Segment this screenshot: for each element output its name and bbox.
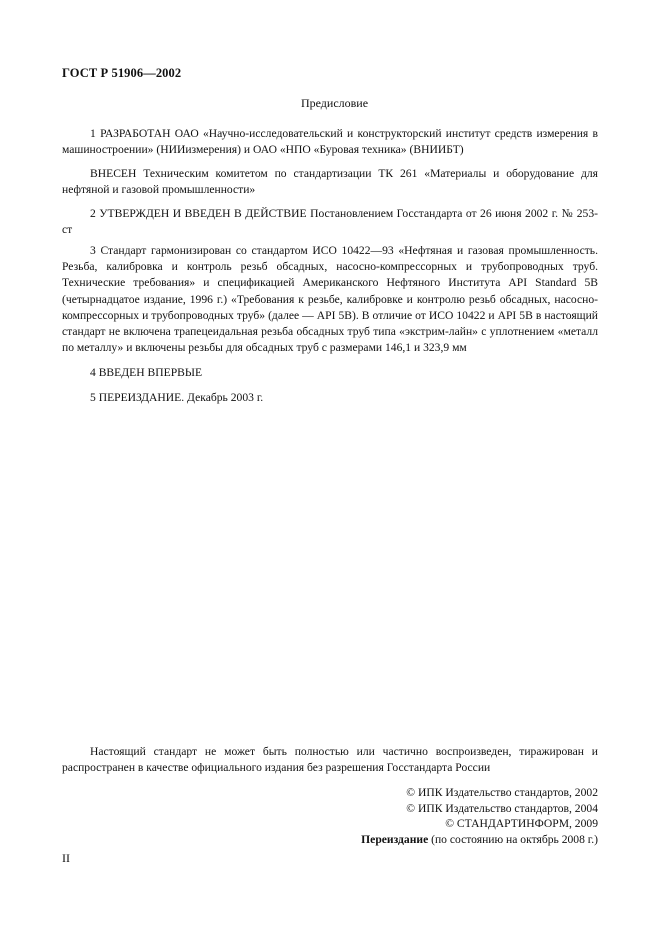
copyright-block	[361, 785, 598, 847]
reproduction-notice: Настоящий стандарт не может быть полностью или частично воспроизведен, тиражирован и распространен в качестве официального издания без разрешения Госстандарта России	[62, 745, 598, 775]
reissue-line	[361, 832, 598, 848]
paragraph-harmonized: 3 Стандарт гармонизирован со стандартом ИСО 10422—93 «Нефтяная и газовая промышленность. Резьба, калибровка и контроль резьб обсадных, насосно-компрессорных и трубопроводных труб. Технические требования» и спецификацией Американского Нефтяного Института API Standard 5B (четырнадцатое издание, 1996 г.) «Требования к резьбе, калибровке и контролю резьб обсадных, насосно-компрессорных и трубопроводных труб» (далее — API 5B). В отличие от ИСО 10422 и API 5B в настоящий стандарт не включена трапецеидальная резьба обсадных труб типа «экстрим-лайн» с уплотнением «металл по металлу» и включены резьбы для обсадных труб с размерами 146,1 и 323,9 мм	[62, 244, 598, 355]
copyright-line: © СТАНДАРТИНФОРМ, 2009	[445, 817, 598, 831]
paragraph-developed-by: 1 РАЗРАБОТАН ОАО «Научно-исследовательский и конструкторский институт средств измерения в машиностроении» (НИИизмерения) и ОАО «НПО «Буровая техника» (ВНИИБТ)	[62, 127, 598, 157]
page-number: II	[62, 851, 70, 865]
paragraph-submitted-by: ВНЕСЕН Техническим комитетом по стандартизации ТК 261 «Материалы и оборудование для нефтяной и газовой промышленности»	[62, 167, 598, 197]
section-title: Предисловие	[300, 96, 369, 110]
paragraph-introduced-first: 4 ВВЕДЕН ВПЕРВЫЕ	[90, 366, 203, 379]
document-code: ГОСТ Р 51906—2002	[62, 66, 182, 80]
reissue-date: (по состоянию на октябрь 2008 г.)	[428, 832, 598, 846]
copyright-line: © ИПК Издательство стандартов, 2004	[406, 801, 598, 815]
reissue-label: Переиздание	[361, 832, 429, 846]
paragraph-reissue: 5 ПЕРЕИЗДАНИЕ. Декабрь 2003 г.	[90, 391, 264, 404]
paragraph-approved: 2 УТВЕРЖДЕН И ВВЕДЕН В ДЕЙСТВИЕ Постановлением Госстандарта от 26 июня 2002 г. № 253-ст	[62, 207, 598, 237]
copyright-line: © ИПК Издательство стандартов, 2002	[406, 786, 598, 799]
